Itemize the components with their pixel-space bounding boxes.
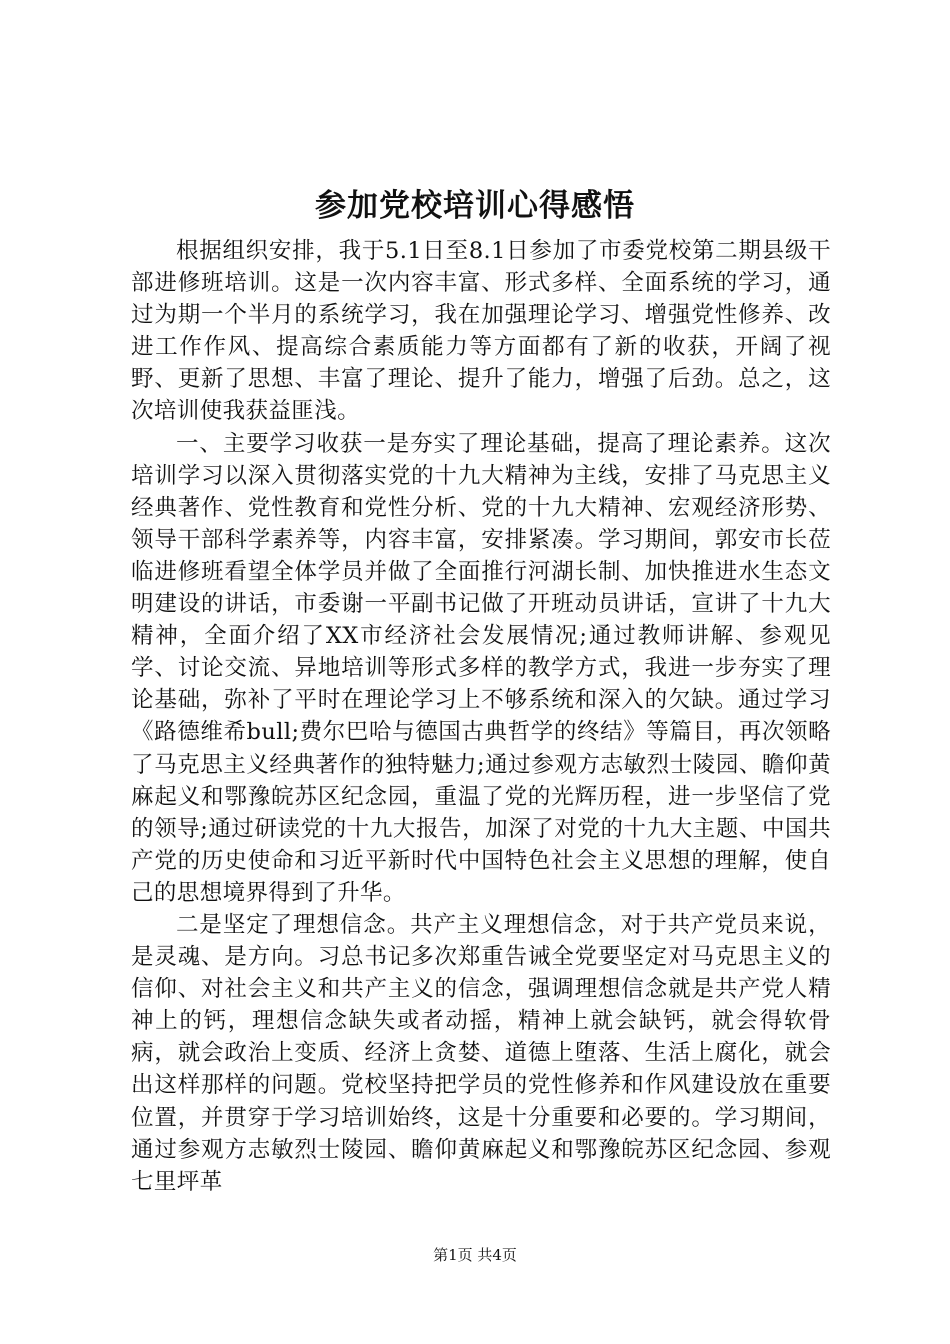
- paragraph-theory-foundation: 一、主要学习收获一是夯实了理论基础，提高了理论素养。这次培训学习以深入贯彻落实党的十九大精神为主线，安排了马克思主义经典著作、党性教育和党性分析、党的十九大精神、宏观经济形势、领导干部科学素养等，内容丰富，安排紧凑。学习期间，郭安市长莅临进修班看望全体学员并做了全面推行河湖长制、加快推进水生态文明建设的讲话，市委谢一平副书记做了开班动员讲话，宣讲了十九大精神，全面介绍了XX市经济社会发展情况;通过教师讲解、参观见学、讨论交流、异地培训等形式多样的教学方式，我进一步夯实了理论基础，弥补了平时在理论学习上不够系统和深入的欠缺。通过学习《路德维希bull;费尔巴哈与德国古典哲学的终结》等篇目，再次领略了马克思主义经典著作的独特魅力;通过参观方志敏烈士陵园、瞻仰黄麻起义和鄂豫皖苏区纪念园，重温了党的光辉历程，进一步坚信了党的领导;通过研读党的十九大报告，加深了对党的十九大主题、中国共产党的历史使命和习近平新时代中国特色社会主义思想的理解，使自己的思想境界得到了升华。: [131, 430, 831, 906]
- paragraph-ideals-faith: 二是坚定了理想信念。共产主义理想信念，对于共产党员来说，是灵魂、是方向。习总书记多次郑重告诫全党要坚定对马克思主义的信仰、对社会主义和共产主义的信念，强调理想信念就是共产党人精神上的钙，理想信念缺失或者动摇，精神上就会缺钙，就会得软骨病，就会政治上变质、经济上贪婪、道德上堕落、生活上腐化，就会出这样那样的问题。党校坚持把学员的党性修养和作风建设放在重要位置，并贯穿于学习培训始终，这是十分重要和必要的。学习期间，通过参观方志敏烈士陵园、瞻仰黄麻起义和鄂豫皖苏区纪念园、参观七里坪革: [131, 911, 831, 1195]
- document-body: [131, 235, 831, 1198]
- page-number-footer: 第1页 共4页: [433, 1246, 517, 1264]
- paragraph-intro: 根据组织安排，我于5.1日至8.1日参加了市委党校第二期县级干部进修班培训。这是一次内容丰富、形式多样、全面系统的学习，通过为期一个半月的系统学习，我在加强理论学习、增强党性修养、改进工作作风、提高综合素质能力等方面都有了新的收获，开阔了视野、更新了思想、丰富了理论、提升了能力，增强了后劲。总之，这次培训使我获益匪浅。: [131, 238, 831, 425]
- document-title: 参加党校培训心得感悟: [315, 188, 635, 224]
